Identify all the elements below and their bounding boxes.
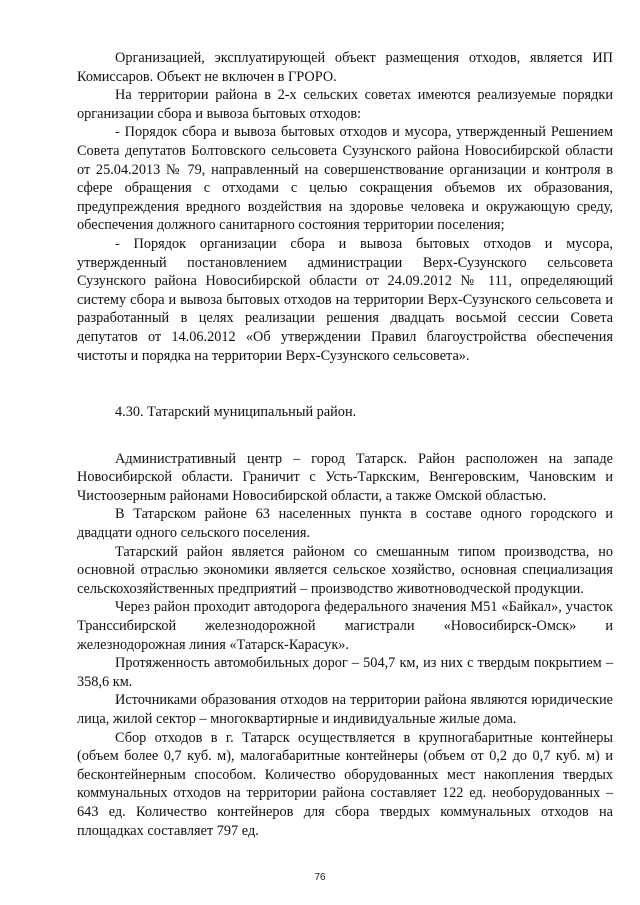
list-item: - Порядок организации сбора и вывоза бытовых отходов и мусора, утвержденный постановлением администрации Верх-Сузунского сельсовета Сузунского района Новосибирской области от 24.09.2012 № 111, определяющий систему сбора и вывоза бытовых отходов на территории Верх-Сузунского сельсовета и разработанный в целях реализации решения двадцать восьмой сессии Совета депутатов от 14.06.2012 «Об утверждении Правил благоустройства обеспечения чистоты и порядка на территории Верх-Сузунского сельсовета». (77, 235, 613, 364)
paragraph: Источниками образования отходов на территории района являются юридические лица, жилой сектор – многоквартирные и индивидуальные жилые дома. (77, 692, 613, 727)
paragraph: В Татарском районе 63 населенных пункта в составе одного городского и двадцати одного сельского поселения. (77, 506, 613, 542)
paragraph: Через район проходит автодорога федерального значения М51 «Байкал», участок Транссибирской железнодорожной магистрали «Новосибирск-Омск» и железнодорожная линия «Татарск-Карасук». (77, 599, 613, 653)
spacer (77, 422, 613, 450)
paragraph: Сбор отходов в г. Татарск осуществляется в крупногабаритные контейнеры (объем более 0,7 куб. м), малогабаритные контейнеры (объем от 0,2 до 0,7 куб. м) и бесконтейнерным способом. Количество оборудованных мест накопления твердых коммунальных отходов на территории района составляет 122 ед. необорудованных – 643 ед. Количество контейнеров для сбора твердых коммунальных отходов на площадках составляет 797 ед. (77, 729, 613, 839)
list-item: - Порядок сбора и вывоза бытовых отходов и мусора, утвержденный Решением Совета депутатов Болтовского сельсовета Сузунского района Новосибирской области от 25.04.2013 № 79, направленный на совершенствование организации и контроля в сфере обращения с отходами с целью сокращения объемов их образования, предупреждения вредного воздействия на здоровье человека и окружающую среду, обеспечения должного санитарного состояния территории поселения; (77, 124, 613, 234)
paragraph: Протяженность автомобильных дорог – 504,7 км, из них с твердым покрытием – 358,6 км. (77, 655, 613, 690)
paragraph: Организацией, эксплуатирующей объект размещения отходов, является ИП Комиссаров. Объект не включен в ГРОРО. (77, 50, 613, 85)
paragraph: Административный центр – город Татарск. Район расположен на западе Новосибирской области. Граничит с Усть-Таркским, Венгеровским, Чановским и Чистоозерным районами Новосибирской области, а также Омской областью. (77, 450, 613, 504)
section-heading: 4.30. Татарский муниципальный район. (115, 404, 357, 421)
document-page (77, 49, 613, 840)
spacer (77, 365, 613, 403)
paragraph: Татарский район является районом со смешанным типом производства, но основной отраслью экономики является сельское хозяйство, основная специализация сельскохозяйственных предприятий – производство животноводческой продукции. (77, 543, 613, 597)
paragraph: На территории района в 2-х сельских советах имеются реализуемые порядки организации сбора и вывоза бытовых отходов: (77, 87, 613, 122)
page-number: 76 (314, 872, 326, 883)
